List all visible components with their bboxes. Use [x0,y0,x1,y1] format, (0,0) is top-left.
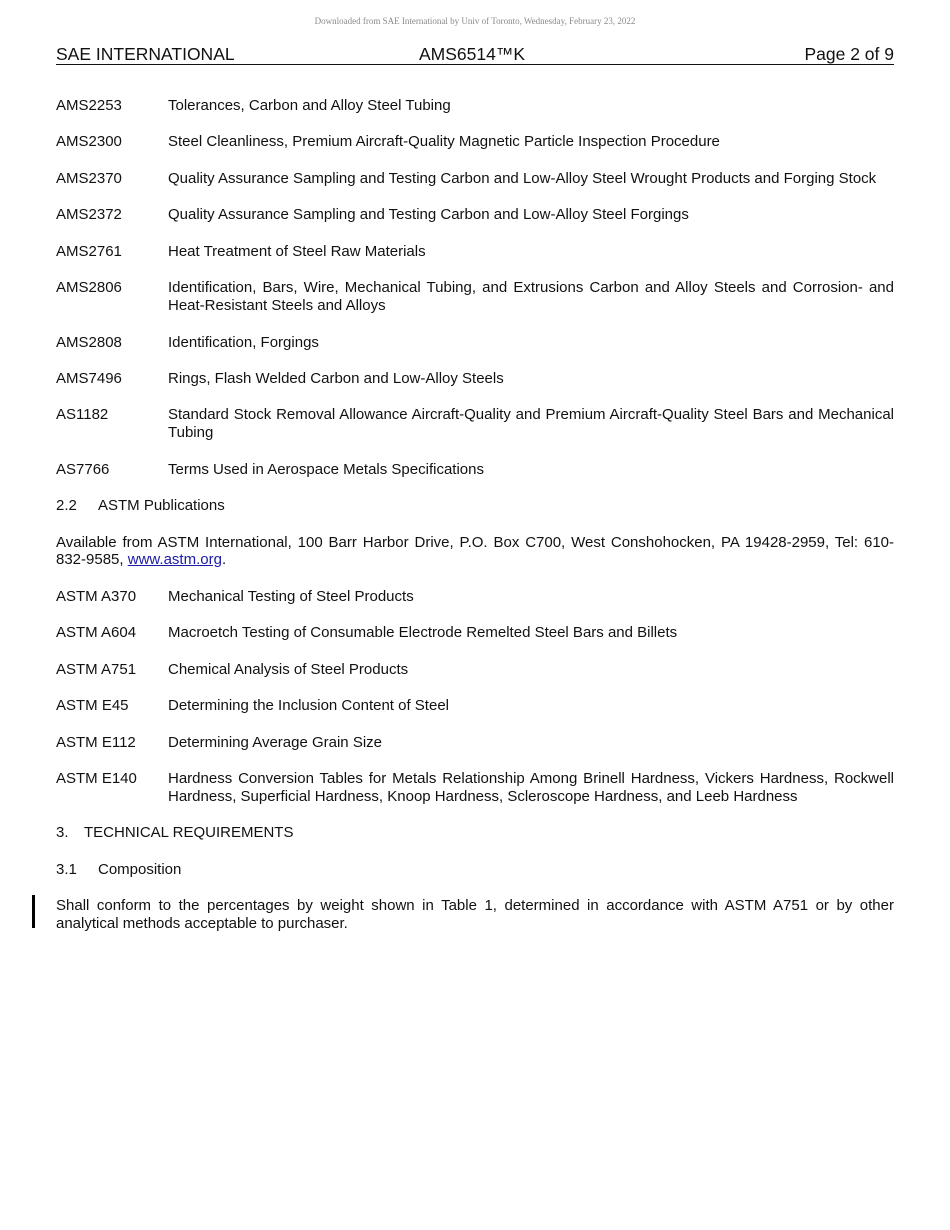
astm-reference-list [56,588,894,806]
reference-row [56,734,894,752]
reference-row [56,170,894,188]
section-title: ASTM Publications [98,497,225,515]
reference-title: Mechanical Testing of Steel Products [168,587,414,605]
document-body [56,97,894,951]
reference-row [56,624,894,642]
page-header [56,44,894,65]
reference-title: Chemical Analysis of Steel Products [168,660,409,678]
reference-code: AMS2761 [56,242,122,260]
header-page-number: Page 2 of 9 [804,44,894,64]
reference-row [56,406,894,441]
availability-suffix: . [221,551,227,569]
section-2-2-heading [56,497,894,515]
reference-title: Steel Cleanliness, Premium Aircraft-Quality Magnetic Particle Inspection Procedure [168,133,720,151]
astm-website-link[interactable]: www.astm.org [127,551,222,569]
reference-title: Quality Assurance Sampling and Testing Carbon and Low-Alloy Steel Forgings [168,206,689,224]
reference-code: AS7766 [56,460,110,478]
section-number: 3. [56,824,69,842]
reference-code: AMS2370 [56,169,122,187]
reference-code: ASTM A370 [56,587,137,605]
reference-row [56,661,894,679]
reference-code: ASTM A604 [56,624,137,642]
reference-row [56,588,894,606]
reference-code: ASTM A751 [56,660,137,678]
reference-title: Rings, Flash Welded Carbon and Low-Alloy Steels [168,369,504,387]
reference-code: AMS2808 [56,333,122,351]
ams-reference-list [56,97,894,478]
reference-code: ASTM E45 [56,697,129,715]
reference-row [56,461,894,479]
download-watermark: Downloaded from SAE International by Univ of Toronto, Wednesday, February 23, 2022 [314,16,636,26]
reference-title: Quality Assurance Sampling and Testing Carbon and Low-Alloy Steel Wrought Products and Forging Stock [168,169,877,187]
reference-row [56,697,894,715]
reference-title: Hardness Conversion Tables for Metals Relationship Among Brinell Hardness, Vickers Hardness, Rockwell Hardness, Superficial Hardness, Knoop Hardness, Scleroscope Hardness, and Leeb Hardness [168,770,894,805]
reference-row [56,97,894,115]
reference-row [56,133,894,151]
revision-change-bar [32,895,35,928]
reference-code: AMS2300 [56,133,122,151]
section-number: 2.2 [56,497,77,515]
composition-paragraph: Shall conform to the percentages by weight shown in Table 1, determined in accordance with ASTM A751 or by other analytical methods acceptable to purchaser. [56,897,894,932]
reference-code: ASTM E112 [56,733,136,751]
reference-title: Determining the Inclusion Content of Steel [168,697,449,715]
section-number: 3.1 [56,860,77,878]
reference-title: Tolerances, Carbon and Alloy Steel Tubing [168,97,451,114]
reference-code: AMS7496 [56,369,122,387]
reference-code: AMS2253 [56,97,122,114]
header-org: SAE INTERNATIONAL [56,44,235,64]
reference-row [56,334,894,352]
reference-code: ASTM E140 [56,770,137,788]
reference-row [56,770,894,805]
reference-title: Standard Stock Removal Allowance Aircraft-Quality and Premium Aircraft-Quality Steel Bars and Mechanical Tubing [168,406,894,442]
reference-row [56,206,894,224]
reference-title: Determining Average Grain Size [168,733,382,751]
reference-title: Identification, Forgings [168,333,319,351]
reference-row [56,279,894,314]
reference-title: Macroetch Testing of Consumable Electrode Remelted Steel Bars and Billets [168,624,678,642]
reference-title: Terms Used in Aerospace Metals Specifications [168,460,484,478]
reference-title: Heat Treatment of Steel Raw Materials [168,242,426,260]
astm-availability-paragraph [56,534,894,569]
header-doc-id: AMS6514™K [419,44,526,64]
reference-code: AMS2372 [56,206,122,224]
availability-text: Available from ASTM International, 100 Barr Harbor Drive, P.O. Box C700, West Conshohocken, PA 19428-2959, Tel: 610-832-9585, [56,533,894,569]
reference-title: Identification, Bars, Wire, Mechanical Tubing, and Extrusions Carbon and Alloy Steels and Corrosion- and Heat-Resistant Steels and Alloys [168,279,894,315]
reference-code: AMS2806 [56,279,122,297]
section-3-1-heading [56,861,894,879]
reference-row [56,370,894,388]
reference-code: AS1182 [56,406,109,424]
section-title: TECHNICAL REQUIREMENTS [84,824,294,842]
section-3-heading [56,824,894,842]
reference-row [56,243,894,261]
section-title: Composition [98,860,182,878]
